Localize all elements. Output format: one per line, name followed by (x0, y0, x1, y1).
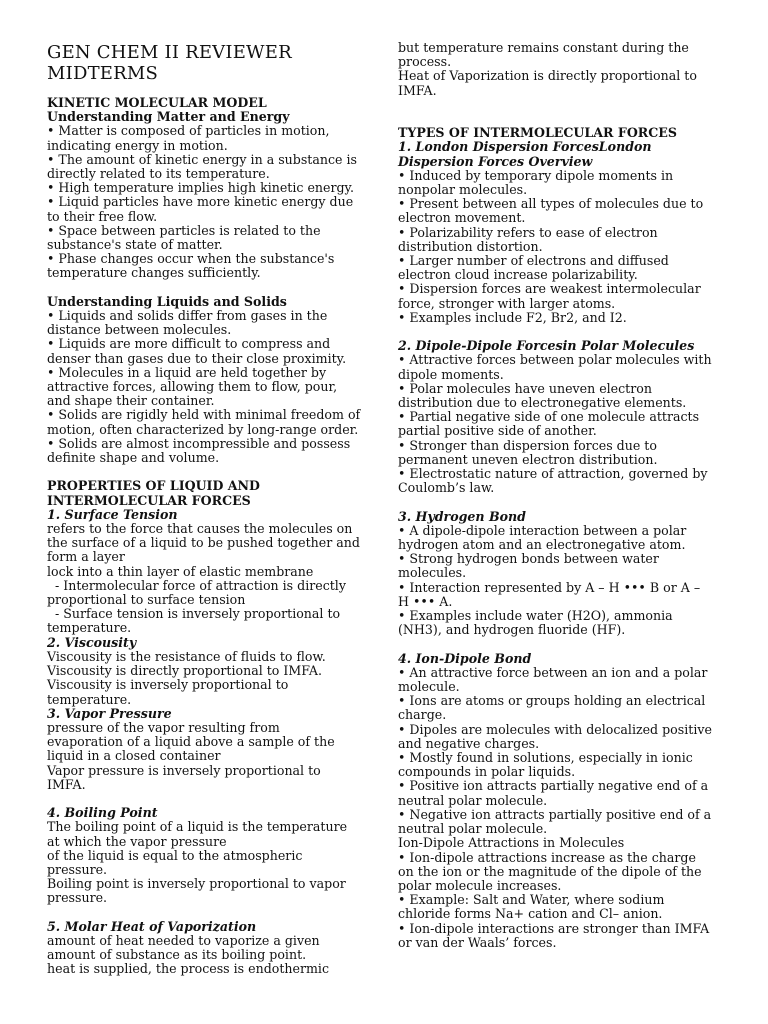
text-line: • Liquid particles have more kinetic energy due (47, 194, 354, 210)
text-line: process. (398, 54, 452, 70)
text-line: • A dipole-dipole interaction between a polar (398, 522, 687, 538)
text-line: hydrogen atom and an electronegative atom. (398, 537, 686, 553)
text-line: • An attractive force between an ion and a polar (398, 664, 708, 680)
text-line: dipole moments. (398, 366, 504, 382)
document-title (47, 42, 377, 84)
text-line: • Electrostatic nature of attraction, governed by (398, 466, 708, 482)
text-line: force, stronger with larger atoms. (398, 295, 616, 311)
text-line: Viscousity is the resistance of fluids to flow. (47, 648, 326, 664)
section-heading: 1. Surface Tension (47, 506, 178, 522)
text-line: substance's state of matter. (47, 237, 223, 253)
text-line: • Ions are atoms or groups holding an electrical (398, 693, 706, 709)
text-line: temperature. (47, 620, 132, 636)
text-line: chloride forms Na+ cation and Cl– anion. (398, 906, 663, 922)
text-line: pressure of the vapor resulting from (47, 719, 280, 735)
text-line: - Intermolecular force of attraction is directly (47, 577, 346, 593)
section-heading: TYPES OF INTERMOLECULAR FORCES (398, 125, 677, 141)
text-line: and shape their container. (47, 393, 215, 409)
text-line: heat is supplied, the process is endothermic (47, 961, 330, 977)
section-heading: 2. Viscousity (47, 634, 137, 650)
text-line: permanent uneven electron distribution. (398, 451, 658, 467)
text-line: • Molecules in a liquid are held together by (47, 364, 327, 380)
text-line: pressure. (47, 861, 108, 877)
text-line: directly related to its temperature. (47, 166, 270, 182)
text-line: Vapor pressure is inversely proportional to (47, 762, 321, 778)
text-line: Coulomb’s law. (398, 480, 495, 496)
section-heading: Understanding Matter and Energy (47, 109, 290, 125)
section-heading: 1. London Dispersion ForcesLondon (398, 139, 652, 155)
text-line: • Liquids are more difficult to compress and (47, 336, 331, 352)
text-line: attractive forces, allowing them to flow, pour, (47, 379, 338, 395)
text-line: on the ion or the magnitude of the dipole of the (398, 863, 702, 879)
text-line: Boiling point is inversely proportional to vapor (47, 876, 346, 892)
text-line: • Phase changes occur when the substance's (47, 251, 335, 267)
text-line: • Examples include water (H2O), ammonia (398, 608, 673, 624)
text-line: Heat of Vaporization is directly proportional to (398, 68, 697, 84)
text-line: • Dispersion forces are weakest intermolecular (398, 281, 701, 297)
right-column (398, 41, 734, 950)
section-heading: 4. Boiling Point (47, 805, 158, 821)
text-line: • Liquids and solids differ from gases in the (47, 308, 328, 324)
text-line: nonpolar molecules. (398, 182, 528, 197)
text-line: proportional to surface tension (47, 592, 246, 608)
text-line: liquid in a closed container (47, 748, 221, 764)
text-line: amount of heat needed to vaporize a given (47, 932, 320, 948)
text-line: partial positive side of another. (398, 423, 597, 439)
text-line: • Present between all types of molecules due to (398, 196, 704, 212)
text-line: Viscousity is inversely proportional to (47, 677, 289, 693)
text-line: neutral polar molecule. (398, 792, 548, 808)
right-column-body (398, 41, 734, 950)
text-line: • Negative ion attracts partially positive end of a (398, 806, 712, 822)
text-line: IMFA. (47, 776, 86, 792)
text-line: • Ion-dipole attractions increase as the charge (398, 849, 696, 865)
text-line: distribution due to electronegative elements. (398, 395, 687, 411)
text-line: • Matter is composed of particles in motion, (47, 123, 330, 139)
paragraph-spacer (47, 465, 377, 479)
paragraph-spacer (398, 637, 734, 651)
text-line: but temperature remains constant during the (398, 40, 689, 55)
text-line: at which the vapor pressure (47, 833, 227, 849)
section-heading: 5. Molar Heat of Vaporization (47, 918, 257, 934)
text-line: neutral polar molecule. (398, 821, 548, 837)
text-line: The boiling point of a liquid is the temperature (47, 819, 348, 835)
text-line: refers to the force that causes the molecules on (47, 521, 353, 537)
text-line: (NH3), and hydrogen fluoride (HF). (398, 622, 626, 638)
text-line: • Stronger than dispersion forces due to (398, 437, 657, 453)
text-line: charge. (398, 707, 447, 723)
text-line: molecule. (398, 679, 460, 695)
section-heading: INTERMOLECULAR FORCES (47, 492, 251, 508)
text-line: to their free flow. (47, 208, 158, 224)
section-heading: Dispersion Forces Overview (398, 153, 593, 169)
text-line: • Interaction represented by A – H ••• B or A – (398, 579, 701, 595)
text-line: • Positive ion attracts partially negative end of a (398, 778, 709, 794)
text-line: indicating energy in motion. (47, 137, 228, 153)
text-line: denser than gases due to their close proximity. (47, 350, 347, 366)
text-line: electron movement. (398, 210, 526, 226)
section-heading: 2. Dipole-Dipole Forcesin Polar Molecules (398, 338, 695, 354)
text-line: • Solids are rigidly held with minimal freedom of (47, 407, 361, 423)
paragraph-spacer (398, 325, 734, 339)
text-line: • Space between particles is related to the (47, 222, 321, 238)
title-line-1: GEN CHEM II REVIEWER (47, 42, 292, 63)
text-line: • Larger number of electrons and diffused (398, 253, 669, 269)
paragraph-spacer (398, 495, 734, 509)
text-line: temperature changes sufficiently. (47, 265, 261, 281)
left-column-body (47, 96, 377, 977)
section-heading: PROPERTIES OF LIQUID AND (47, 478, 260, 494)
paragraph-spacer (398, 98, 734, 112)
text-line: • Ion-dipole interactions are stronger than IMFA (398, 920, 710, 936)
text-line: electron cloud increase polarizability. (398, 267, 638, 283)
paragraph-spacer (47, 906, 377, 920)
text-line: distance between molecules. (47, 322, 232, 338)
text-line: polar molecule increases. (398, 877, 562, 893)
text-line: • Attractive forces between polar molecules with (398, 352, 712, 368)
text-line: distribution distortion. (398, 238, 543, 254)
text-line: form a layer (47, 549, 125, 565)
text-line: molecules. (398, 565, 467, 581)
text-line: Ion-Dipole Attractions in Molecules (398, 835, 625, 851)
text-line: • Strong hydrogen bonds between water (398, 551, 659, 567)
text-line: • Partial negative side of one molecule attracts (398, 409, 700, 425)
text-line: - Surface tension is inversely proportional to (47, 606, 341, 622)
section-heading: 3. Hydrogen Bond (398, 508, 526, 524)
text-line: compounds in polar liquids. (398, 764, 576, 780)
text-line: • Example: Salt and Water, where sodium (398, 892, 665, 908)
text-line: IMFA. (398, 82, 437, 98)
text-line: or van der Waals’ forces. (398, 934, 557, 950)
text-line: • Examples include F2, Br2, and I2. (398, 309, 627, 325)
text-line: • Polar molecules have uneven electron (398, 380, 652, 396)
paragraph-spacer (47, 281, 377, 295)
text-line: evaporation of a liquid above a sample of the (47, 734, 335, 750)
section-heading: 3. Vapor Pressure (47, 705, 172, 721)
text-line: of the liquid is equal to the atmospheric (47, 847, 303, 863)
text-line: Viscousity is directly proportional to IMFA. (47, 663, 323, 679)
text-line: • Solids are almost incompressible and possess (47, 435, 351, 451)
text-line: H ••• A. (398, 593, 453, 609)
text-line: temperature. (47, 691, 132, 707)
text-line: • Mostly found in solutions, especially in ionic (398, 750, 693, 766)
paragraph-spacer (47, 792, 377, 806)
left-column (47, 42, 377, 977)
paragraph-spacer (398, 112, 734, 126)
text-line: definite shape and volume. (47, 450, 220, 466)
section-heading: 4. Ion-Dipole Bond (398, 650, 532, 666)
text-line: motion, often characterized by long-range order. (47, 421, 359, 437)
section-heading: Understanding Liquids and Solids (47, 293, 287, 309)
text-line: and negative charges. (398, 735, 540, 751)
text-line: amount of substance as its boiling point. (47, 947, 307, 963)
text-line: pressure. (47, 890, 108, 906)
title-line-2: MIDTERMS (47, 63, 159, 84)
text-line: lock into a thin layer of elastic membrane (47, 563, 314, 579)
text-line: the surface of a liquid to be pushed together and (47, 535, 360, 551)
text-line: • Polarizability refers to ease of electron (398, 224, 658, 240)
text-line: • High temperature implies high kinetic energy. (47, 180, 354, 196)
text-line: • Dipoles are molecules with delocalized positive (398, 721, 712, 737)
text-line: • Induced by temporary dipole moments in (398, 167, 674, 183)
text-line: • The amount of kinetic energy in a substance is (47, 151, 357, 167)
section-heading: KINETIC MOLECULAR MODEL (47, 95, 267, 110)
